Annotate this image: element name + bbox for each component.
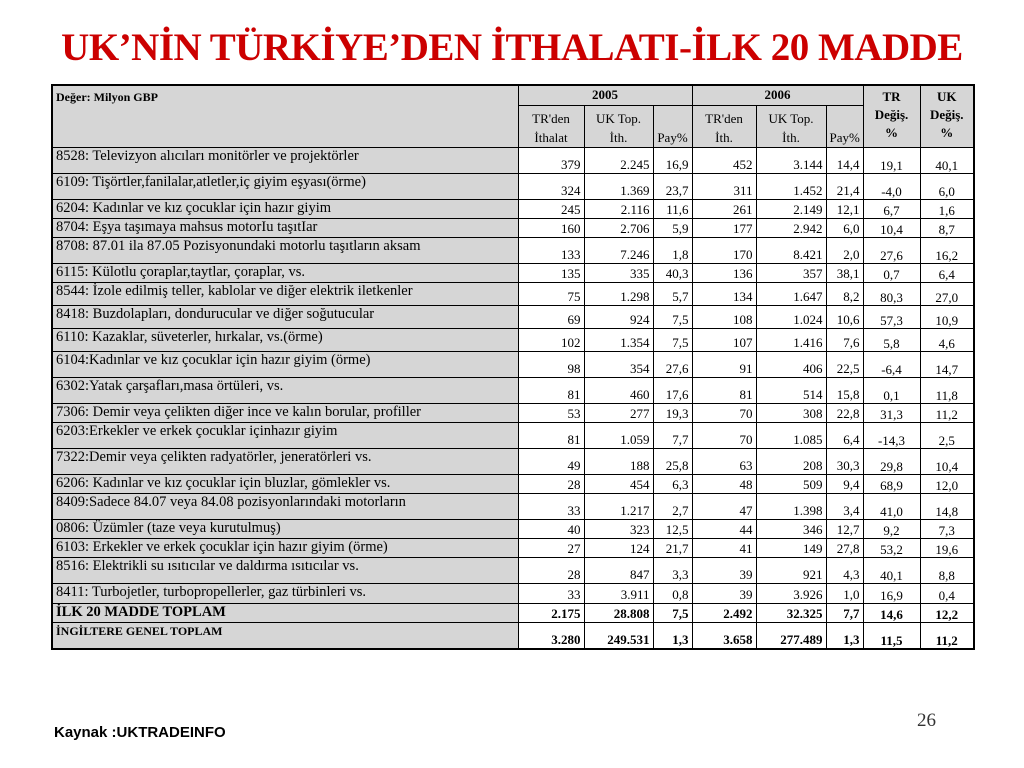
tr-change-cell: 19,1 — [863, 147, 920, 173]
share-2006-cell: 38,1 — [826, 263, 863, 282]
tr-import-2006-header: TR'den İth. — [692, 105, 756, 147]
share-2005-cell: 7,5 — [653, 328, 692, 351]
uk-change-cell: 10,4 — [920, 448, 974, 474]
share-2006-cell: 22,8 — [826, 403, 863, 422]
item-label: 8528: Televizyon alıcıları monitörler ve projektörler — [52, 147, 518, 173]
uk-change-cell: 14,7 — [920, 351, 974, 377]
table-row — [52, 263, 974, 282]
tr-import-2006-cell: 70 — [692, 422, 756, 448]
tr-import-2005-cell: 135 — [518, 263, 584, 282]
item-label: 6203:Erkekler ve erkek çocuklar içinhazır giyim — [52, 422, 518, 448]
table-row — [52, 305, 974, 328]
uk-change-cell: 4,6 — [920, 328, 974, 351]
uk-total-2005-cell: 335 — [584, 263, 653, 282]
tr-import-2005-cell: 33 — [518, 493, 584, 519]
share-2005-cell: 7,5 — [653, 603, 692, 622]
table-row — [52, 237, 974, 263]
table-row — [52, 218, 974, 237]
tr-import-2005-cell: 379 — [518, 147, 584, 173]
uk-total-2005-header: UK Top. İth. — [584, 105, 653, 147]
tr-import-2006-cell: 41 — [692, 538, 756, 557]
uk-change-cell: 14,8 — [920, 493, 974, 519]
tr-import-2006-cell: 91 — [692, 351, 756, 377]
uk-total-2006-cell: 3.926 — [756, 583, 826, 603]
tr-import-2005-cell: 102 — [518, 328, 584, 351]
uk-total-2005-cell: 1.354 — [584, 328, 653, 351]
share-2005-cell: 2,7 — [653, 493, 692, 519]
tr-import-2006-cell: 47 — [692, 493, 756, 519]
table-row — [52, 173, 974, 199]
item-label: 7322:Demir veya çelikten radyatörler, jeneratörleri vs. — [52, 448, 518, 474]
tr-import-2006-cell: 48 — [692, 474, 756, 493]
item-label: 8516: Elektrikli su ısıtıcılar ve daldırma ısıtıcılar vs. — [52, 557, 518, 583]
share-2006-cell: 21,4 — [826, 173, 863, 199]
uk-total-2006-cell: 406 — [756, 351, 826, 377]
share-2006-cell: 8,2 — [826, 282, 863, 305]
share-2005-cell: 1,3 — [653, 622, 692, 649]
tr-import-2005-cell: 245 — [518, 199, 584, 218]
item-label: 7306: Demir veya çelikten diğer ince ve kalın borular, profiller — [52, 403, 518, 422]
item-label: 6115: Külotlu çoraplar,taytlar, çoraplar, vs. — [52, 263, 518, 282]
uk-change-cell: 40,1 — [920, 147, 974, 173]
tr-import-2006-cell: 70 — [692, 403, 756, 422]
table-row — [52, 583, 974, 603]
tr-change-cell: -14,3 — [863, 422, 920, 448]
table-row — [52, 474, 974, 493]
item-label: 8544: İzole edilmiş teller, kablolar ve diğer elektrik iletkenler — [52, 282, 518, 305]
tr-import-2006-cell: 311 — [692, 173, 756, 199]
share-2005-cell: 23,7 — [653, 173, 692, 199]
uk-total-2005-cell: 188 — [584, 448, 653, 474]
uk-total-2006-cell: 3.144 — [756, 147, 826, 173]
uk-total-2006-cell: 1.085 — [756, 422, 826, 448]
uk-change-cell: 11,8 — [920, 377, 974, 403]
table-row — [52, 199, 974, 218]
uk-change-cell: 0,4 — [920, 583, 974, 603]
uk-total-2006-cell: 1.024 — [756, 305, 826, 328]
tr-import-2005-cell: 2.175 — [518, 603, 584, 622]
item-label: 8708: 87.01 ila 87.05 Pozisyonundaki motorlu taşıtların aksam — [52, 237, 518, 263]
share-2006-cell: 22,5 — [826, 351, 863, 377]
uk-change-cell: 6,0 — [920, 173, 974, 199]
uk-total-2006-cell: 8.421 — [756, 237, 826, 263]
tr-import-2005-cell: 28 — [518, 557, 584, 583]
tr-import-2005-cell: 33 — [518, 583, 584, 603]
tr-import-2005-cell: 3.280 — [518, 622, 584, 649]
share-2006-cell: 4,3 — [826, 557, 863, 583]
tr-import-2005-cell: 49 — [518, 448, 584, 474]
item-label: 8411: Turbojetler, turbopropellerler, gaz türbinleri vs. — [52, 583, 518, 603]
share-2006-cell: 10,6 — [826, 305, 863, 328]
uk-total-2005-cell: 1.059 — [584, 422, 653, 448]
share-2006-cell: 1,3 — [826, 622, 863, 649]
uk-total-2005-cell: 7.246 — [584, 237, 653, 263]
tr-import-2005-cell: 53 — [518, 403, 584, 422]
share-2005-cell: 0,8 — [653, 583, 692, 603]
share-2005-cell: 21,7 — [653, 538, 692, 557]
share-2005-cell: 19,3 — [653, 403, 692, 422]
share-2005-cell: 5,9 — [653, 218, 692, 237]
uk-total-2005-cell: 847 — [584, 557, 653, 583]
tr-change-cell: 11,5 — [863, 622, 920, 649]
share-2005-cell: 7,7 — [653, 422, 692, 448]
tr-change-cell: 5,8 — [863, 328, 920, 351]
uk-total-2005-cell: 2.245 — [584, 147, 653, 173]
table-row — [52, 377, 974, 403]
share-2006-cell: 14,4 — [826, 147, 863, 173]
tr-change-cell: 29,8 — [863, 448, 920, 474]
tr-change-cell: 53,2 — [863, 538, 920, 557]
share-2006-cell: 30,3 — [826, 448, 863, 474]
tr-import-2006-cell: 134 — [692, 282, 756, 305]
page-number: 26 — [917, 710, 936, 731]
tr-import-2006-cell: 63 — [692, 448, 756, 474]
uk-total-2005-cell: 354 — [584, 351, 653, 377]
share-2006-cell: 9,4 — [826, 474, 863, 493]
uk-total-2005-cell: 1.217 — [584, 493, 653, 519]
uk-total-2006-cell: 2.942 — [756, 218, 826, 237]
share-2005-cell: 40,3 — [653, 263, 692, 282]
item-label: İLK 20 MADDE TOPLAM — [52, 603, 518, 622]
share-2005-cell: 27,6 — [653, 351, 692, 377]
item-label: 6104:Kadınlar ve kız çocuklar için hazır giyim (örme) — [52, 351, 518, 377]
uk-total-2005-cell: 924 — [584, 305, 653, 328]
uk-change-cell: 27,0 — [920, 282, 974, 305]
uk-total-2005-cell: 2.706 — [584, 218, 653, 237]
tr-change-header: TR Değiş. % — [863, 85, 920, 147]
item-label: 6109: Tişörtler,fanilalar,atletler,iç giyim eşyası(örme) — [52, 173, 518, 199]
tr-change-cell: 16,9 — [863, 583, 920, 603]
tr-import-2005-header: TR'den İthalat — [518, 105, 584, 147]
uk-change-cell: 8,8 — [920, 557, 974, 583]
tr-import-2006-cell: 44 — [692, 519, 756, 538]
share-2005-header: Pay% — [653, 105, 692, 147]
tr-import-2005-cell: 28 — [518, 474, 584, 493]
table-row — [52, 403, 974, 422]
item-label: 8704: Eşya taşımaya mahsus motorIu taşıtIar — [52, 218, 518, 237]
uk-change-cell: 1,6 — [920, 199, 974, 218]
uk-change-cell: 2,5 — [920, 422, 974, 448]
uk-total-2006-cell: 308 — [756, 403, 826, 422]
uk-total-2005-cell: 454 — [584, 474, 653, 493]
tr-change-cell: 80,3 — [863, 282, 920, 305]
uk-total-2006-cell: 346 — [756, 519, 826, 538]
table-row — [52, 282, 974, 305]
table-row — [52, 538, 974, 557]
uk-change-cell: 12,0 — [920, 474, 974, 493]
item-label: İNGİLTERE GENEL TOPLAM — [52, 622, 518, 649]
uk-change-cell: 8,7 — [920, 218, 974, 237]
tr-import-2005-cell: 81 — [518, 377, 584, 403]
year-2006-header: 2006 — [692, 85, 863, 105]
tr-change-cell: 31,3 — [863, 403, 920, 422]
tr-import-2006-cell: 177 — [692, 218, 756, 237]
table-row — [52, 557, 974, 583]
grand-total-row — [52, 622, 974, 649]
uk-total-2005-cell: 2.116 — [584, 199, 653, 218]
share-2005-cell: 12,5 — [653, 519, 692, 538]
uk-total-2006-cell: 921 — [756, 557, 826, 583]
uk-total-2005-cell: 124 — [584, 538, 653, 557]
import-table — [51, 84, 975, 650]
tr-change-cell: 40,1 — [863, 557, 920, 583]
year-2005-header: 2005 — [518, 85, 692, 105]
table-row — [52, 519, 974, 538]
item-label: 6204: Kadınlar ve kız çocuklar için hazır giyim — [52, 199, 518, 218]
tr-change-cell: 27,6 — [863, 237, 920, 263]
table-row — [52, 328, 974, 351]
uk-total-2006-cell: 1.452 — [756, 173, 826, 199]
item-label: 6110: Kazaklar, süveterler, hırkalar, vs.(örme) — [52, 328, 518, 351]
share-2006-cell: 1,0 — [826, 583, 863, 603]
share-2005-cell: 16,9 — [653, 147, 692, 173]
uk-total-2006-cell: 1.398 — [756, 493, 826, 519]
uk-total-2006-cell: 357 — [756, 263, 826, 282]
uk-total-2006-cell: 149 — [756, 538, 826, 557]
uk-total-2006-cell: 1.416 — [756, 328, 826, 351]
tr-import-2006-cell: 107 — [692, 328, 756, 351]
table-row — [52, 351, 974, 377]
uk-total-2005-cell: 28.808 — [584, 603, 653, 622]
uk-total-2006-cell: 514 — [756, 377, 826, 403]
tr-import-2005-cell: 324 — [518, 173, 584, 199]
share-2005-cell: 17,6 — [653, 377, 692, 403]
total-row — [52, 603, 974, 622]
tr-change-cell: 41,0 — [863, 493, 920, 519]
uk-total-2005-cell: 1.369 — [584, 173, 653, 199]
uk-change-header: UK Değiş. % — [920, 85, 974, 147]
tr-change-cell: 57,3 — [863, 305, 920, 328]
share-2006-cell: 15,8 — [826, 377, 863, 403]
share-2005-cell: 6,3 — [653, 474, 692, 493]
tr-change-cell: 9,2 — [863, 519, 920, 538]
tr-change-cell: 6,7 — [863, 199, 920, 218]
uk-total-2005-cell: 323 — [584, 519, 653, 538]
tr-import-2006-cell: 136 — [692, 263, 756, 282]
tr-import-2005-cell: 40 — [518, 519, 584, 538]
share-2006-header: Pay% — [826, 105, 863, 147]
share-2006-cell: 6,0 — [826, 218, 863, 237]
uk-total-2005-cell: 277 — [584, 403, 653, 422]
tr-change-cell: 0,1 — [863, 377, 920, 403]
share-2005-cell: 1,8 — [653, 237, 692, 263]
share-2005-cell: 5,7 — [653, 282, 692, 305]
uk-change-cell: 19,6 — [920, 538, 974, 557]
uk-total-2006-cell: 208 — [756, 448, 826, 474]
tr-import-2006-cell: 39 — [692, 583, 756, 603]
tr-import-2006-cell: 261 — [692, 199, 756, 218]
tr-import-2006-cell: 2.492 — [692, 603, 756, 622]
share-2006-cell: 12,1 — [826, 199, 863, 218]
share-2006-cell: 7,6 — [826, 328, 863, 351]
tr-import-2005-cell: 27 — [518, 538, 584, 557]
share-2005-cell: 25,8 — [653, 448, 692, 474]
item-label: 6206: Kadınlar ve kız çocuklar için bluzlar, gömlekler vs. — [52, 474, 518, 493]
unit-label: Değer: Milyon GBP — [52, 85, 518, 147]
share-2005-cell: 7,5 — [653, 305, 692, 328]
uk-total-2005-cell: 3.911 — [584, 583, 653, 603]
slide-title: UK’NİN TÜRKİYE’DEN İTHALATI-İLK 20 MADDE — [61, 26, 963, 69]
tr-import-2005-cell: 160 — [518, 218, 584, 237]
table-row — [52, 448, 974, 474]
tr-import-2006-cell: 39 — [692, 557, 756, 583]
item-label: 8418: Buzdolapları, dondurucular ve diğer soğutucular — [52, 305, 518, 328]
table-row — [52, 422, 974, 448]
tr-change-cell: 68,9 — [863, 474, 920, 493]
uk-total-2006-header: UK Top. İth. — [756, 105, 826, 147]
share-2006-cell: 7,7 — [826, 603, 863, 622]
tr-import-2005-cell: 75 — [518, 282, 584, 305]
table-row — [52, 147, 974, 173]
item-label: 0806: Üzümler (taze veya kurutulmuş) — [52, 519, 518, 538]
share-2006-cell: 2,0 — [826, 237, 863, 263]
uk-total-2006-cell: 1.647 — [756, 282, 826, 305]
item-label: 6103: Erkekler ve erkek çocuklar için hazır giyim (örme) — [52, 538, 518, 557]
uk-total-2005-cell: 460 — [584, 377, 653, 403]
tr-import-2005-cell: 98 — [518, 351, 584, 377]
tr-import-2006-cell: 108 — [692, 305, 756, 328]
share-2005-cell: 11,6 — [653, 199, 692, 218]
tr-import-2005-cell: 81 — [518, 422, 584, 448]
uk-change-cell: 10,9 — [920, 305, 974, 328]
uk-change-cell: 16,2 — [920, 237, 974, 263]
uk-change-cell: 6,4 — [920, 263, 974, 282]
tr-import-2006-cell: 170 — [692, 237, 756, 263]
uk-total-2006-cell: 277.489 — [756, 622, 826, 649]
uk-total-2006-cell: 32.325 — [756, 603, 826, 622]
share-2005-cell: 3,3 — [653, 557, 692, 583]
tr-import-2005-cell: 133 — [518, 237, 584, 263]
source-note: Kaynak :UKTRADEINFO — [54, 724, 226, 741]
share-2006-cell: 6,4 — [826, 422, 863, 448]
share-2006-cell: 3,4 — [826, 493, 863, 519]
uk-total-2006-cell: 2.149 — [756, 199, 826, 218]
uk-total-2006-cell: 509 — [756, 474, 826, 493]
uk-change-cell: 11,2 — [920, 403, 974, 422]
tr-change-cell: 14,6 — [863, 603, 920, 622]
tr-import-2006-cell: 452 — [692, 147, 756, 173]
uk-change-cell: 7,3 — [920, 519, 974, 538]
tr-change-cell: 0,7 — [863, 263, 920, 282]
table-row — [52, 493, 974, 519]
tr-import-2006-cell: 3.658 — [692, 622, 756, 649]
tr-import-2006-cell: 81 — [692, 377, 756, 403]
tr-change-cell: 10,4 — [863, 218, 920, 237]
share-2006-cell: 27,8 — [826, 538, 863, 557]
uk-change-cell: 11,2 — [920, 622, 974, 649]
uk-total-2005-cell: 1.298 — [584, 282, 653, 305]
uk-total-2005-cell: 249.531 — [584, 622, 653, 649]
uk-change-cell: 12,2 — [920, 603, 974, 622]
tr-import-2005-cell: 69 — [518, 305, 584, 328]
tr-change-cell: -6,4 — [863, 351, 920, 377]
share-2006-cell: 12,7 — [826, 519, 863, 538]
item-label: 6302:Yatak çarşafları,masa örtüleri, vs. — [52, 377, 518, 403]
tr-change-cell: -4,0 — [863, 173, 920, 199]
item-label: 8409:Sadece 84.07 veya 84.08 pozisyonlarındaki motorların — [52, 493, 518, 519]
